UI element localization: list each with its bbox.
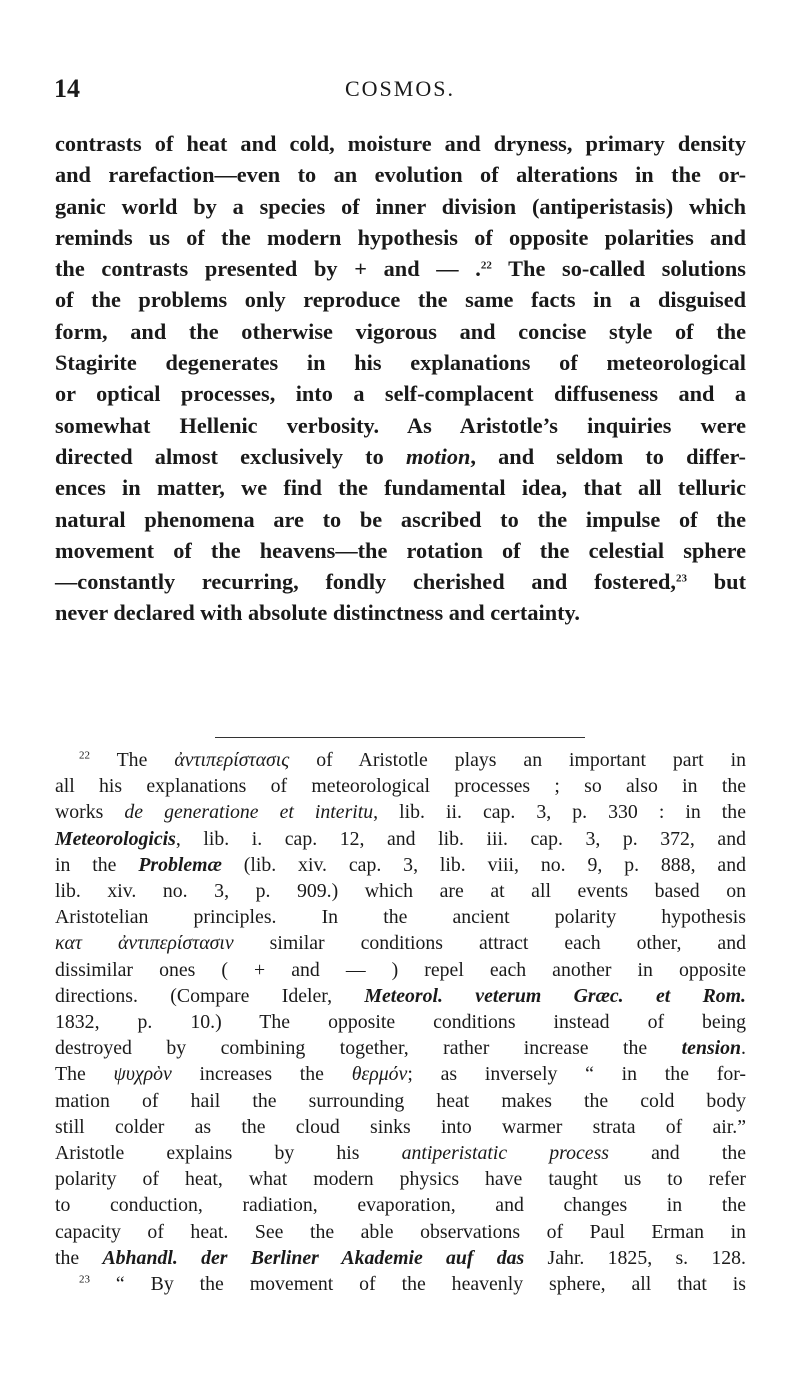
italic-term: antiperistatic process [401, 1142, 609, 1165]
main-line: contrasts of heat and cold, moisture and dryness, primary density [55, 131, 746, 156]
greek-term: ἀντιπερίστασις [174, 749, 290, 771]
footnote-text: , lib. i. cap. 12, and lib. iii. cap. 3, p. 372, and [175, 827, 746, 850]
footnote-text: destroyed by combining together, rather increase the [55, 1037, 682, 1060]
main-line-text: The so-called solutions [491, 256, 746, 282]
footnote-text: of Aristotle plays an important part in [289, 749, 746, 771]
footnote-text: similar conditions attract each other, and [233, 932, 746, 955]
main-line: ganic world by a species of inner division (antiperistasis) which [55, 193, 746, 219]
footnote-line [55, 930, 746, 956]
footnote-line: all his explanations of meteorological processes ; so also in the [55, 775, 746, 798]
footnote-divider [215, 737, 585, 738]
footnote-line [55, 747, 746, 773]
footnote-text: ; as inversely “ in the for- [407, 1063, 746, 1086]
footnote-line: to conduction, radiation, evaporation, and changes in the [55, 1194, 746, 1217]
footnote-text: (lib. xiv. cap. 3, lib. viii, no. 9, p. 888, and [221, 853, 746, 876]
footnote-line: 1832, p. 10.) The opposite conditions instead of being [55, 1011, 746, 1034]
main-line-text: the contrasts presented by + and — . [55, 256, 481, 282]
running-head: COSMOS. [345, 76, 455, 101]
footnote-line: Aristotelian principles. In the ancient polarity hypothesis [55, 906, 746, 929]
main-line: ences in matter, we find the fundamental idea, that all telluric [55, 475, 746, 501]
italic-title: de generatione et interitu [124, 801, 374, 824]
main-line-text: but [687, 569, 746, 595]
main-line-text: , and seldom to differ- [470, 443, 746, 469]
italic-title: Meteorologicis [55, 827, 176, 850]
footnote-text: The [90, 749, 175, 771]
main-line [55, 441, 746, 472]
main-paragraph [55, 128, 746, 629]
page-number: 14 [54, 74, 80, 103]
footnote-text: , lib. ii. cap. 3, p. 330 : in the [373, 801, 746, 824]
footnote-line [55, 799, 746, 825]
italic-term: tension [681, 1037, 742, 1060]
main-line [55, 253, 746, 284]
italic-title: Meteorol. veterum Græc. et Rom. [364, 984, 746, 1007]
footnote-line: still colder as the cloud sinks into warmer strata of air.” [55, 1115, 746, 1138]
main-line: form, and the otherwise vigorous and concise style of the [55, 318, 746, 344]
footnote-text: . [741, 1037, 746, 1060]
main-line: Stagirite degenerates in his explanations of meteorological [55, 350, 746, 376]
main-line: or optical processes, into a self-complacent diffuseness and a [55, 381, 746, 407]
main-line: somewhat Hellenic verbosity. As Aristotle’s inquiries were [55, 412, 746, 438]
main-line: reminds us of the modern hypothesis of opposite polarities and [55, 224, 746, 250]
main-line-text: directed almost exclusively to [55, 443, 406, 469]
greek-term: κατ ἀντιπερίστασιν [55, 932, 234, 955]
footnote-line [55, 983, 746, 1009]
footnote-line [55, 1061, 746, 1087]
greek-term: θερμόν [351, 1063, 408, 1086]
footnote-text: the [55, 1246, 103, 1269]
italic-title: Problemæ [138, 853, 222, 876]
footnotes [55, 747, 746, 1297]
main-line: natural phenomena are to be ascribed to the impulse of the [55, 506, 746, 532]
footnote-line [55, 826, 746, 852]
footnote-text: in the [55, 853, 139, 876]
footnote-text: directions. (Compare Ideler, [55, 984, 365, 1007]
footnote-ref-23: 23 [676, 572, 688, 585]
footnote-ref-22: 22 [480, 259, 492, 272]
footnote-line [55, 852, 746, 878]
main-line: and rarefaction—even to an evolution of alterations in the or- [55, 162, 746, 188]
main-line [55, 566, 746, 597]
footnote-line: capacity of heat. See the able observations of Paul Erman in [55, 1220, 746, 1243]
page-header [54, 74, 746, 104]
footnote-text: The [55, 1063, 114, 1086]
footnote-line [55, 1035, 746, 1061]
footnote-marker-23: 23 [79, 1273, 90, 1286]
footnote-line: dissimilar ones ( + and — ) repel each another in opposite [55, 958, 746, 981]
footnote-line [55, 1140, 746, 1166]
main-line-text: —constantly recurring, fondly cherished and fostered, [55, 569, 677, 595]
greek-term: ψυχρὸν [113, 1063, 172, 1086]
main-line: never declared with absolute distinctness and certainty. [55, 600, 581, 626]
footnote-text: Jahr. 1825, s. 128. [524, 1246, 746, 1269]
footnote-line [55, 1271, 746, 1297]
footnote-text: increases the [171, 1063, 352, 1086]
footnote-line [55, 1245, 746, 1271]
footnote-text: works [55, 801, 125, 824]
italic-title: Abhandl. der Berliner Akademie auf das [102, 1246, 525, 1269]
footnote-text: Aristotle explains by his [55, 1142, 402, 1165]
footnote-text: and the [608, 1142, 747, 1165]
footnote-marker-22: 22 [79, 749, 90, 762]
main-line: movement of the heavens—the rotation of the celestial sphere [55, 537, 746, 563]
footnote-line: mation of hail the surrounding heat makes the cold body [55, 1089, 746, 1112]
main-line: of the problems only reproduce the same facts in a disguised [55, 287, 746, 313]
footnote-line: polarity of heat, what modern physics have taught us to refer [55, 1168, 746, 1191]
footnote-text: “ By the movement of the heavenly sphere, all that is [90, 1273, 746, 1296]
footnote-line: lib. xiv. no. 3, p. 909.) which are at all events based on [55, 880, 746, 903]
italic-term: motion [405, 443, 471, 469]
